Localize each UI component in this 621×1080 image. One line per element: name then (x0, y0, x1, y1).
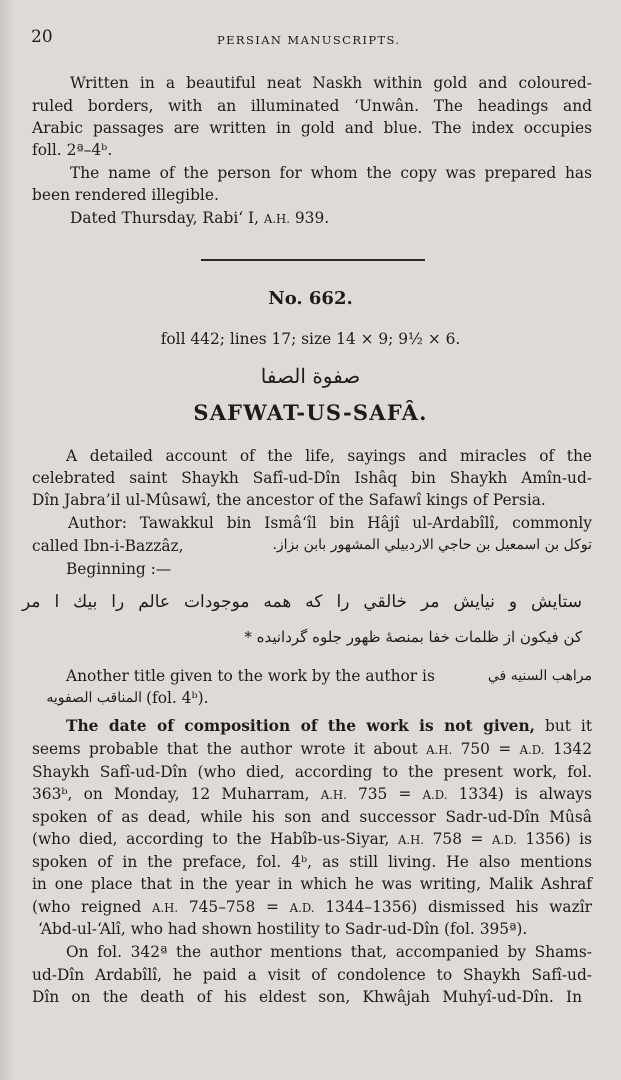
prev-entry-line: foll. 2ª–4ᵇ. (32, 141, 113, 159)
date-paragraph-line: seems probable that the author wrote it about A.H. 750 = A.D. 1342 (32, 740, 592, 758)
section-divider (201, 259, 425, 261)
date-paragraph-line: in one place that in the year in which he was writing, Malik Ashraf (32, 875, 592, 893)
title-note-arabic: مراهب السنيه في (487, 668, 592, 684)
description-line: A detailed account of the life, sayings and miracles of the (66, 447, 592, 465)
date-paragraph-line: Shaykh Safî-ud-Dîn (who died, according to the present work, fol. (32, 763, 592, 781)
running-head: PERSIAN MANUSCRIPTS. (217, 33, 401, 47)
page-number: 20 (31, 27, 53, 47)
date-paragraph-line: ‘Abd-ul-‘Alî, who had shown hostility to Sadr-ud-Dîn (fol. 395ª). (38, 920, 528, 938)
visit-paragraph-line: On fol. 342ª the author mentions that, accompanied by Shams- (66, 943, 592, 961)
arabic-title: صفوة الصفا (260, 364, 361, 388)
date-paragraph-line: 363ᵇ, on Monday, 12 Muharram, A.H. 735 = A.D. 1334) is always (32, 785, 593, 803)
date-paragraph-line: The date of composition of the work is not given, but it (66, 717, 592, 735)
title-note-ref: (fol. 4ᵇ). (146, 689, 209, 707)
date-paragraph-line: spoken of in the preface, fol. 4ᵇ, as still living. He also mentions (32, 853, 592, 871)
date-paragraph-line: (who reigned A.H. 745–758 = A.D. 1344–1356) dismissed his wazîr (32, 898, 592, 916)
beginning-label: Beginning :— (66, 560, 172, 578)
prev-entry-line: Arabic passages are written in gold and blue. The index occupies (32, 119, 592, 137)
prev-entry-line: Written in a beautiful neat Naskh within gold and coloured- (70, 74, 592, 92)
date-paragraph-line: (who died, according to the Habîb-us-Siyar, A.H. 758 = A.D. 1356) is (32, 830, 592, 848)
description-line: Dîn Jabra’il ul-Mûsawî, the ancestor of the Safawî kings of Persia. (32, 491, 546, 509)
prev-entry-line: The name of the person for whom the copy was prepared has (70, 164, 592, 182)
beginning-persian-line: كن فيكون از ظلمات خفا بمنصهٔ ظهور جلوه گردانيده * (244, 628, 582, 646)
title-note-arabic: المناقب الصفويه (46, 690, 142, 706)
prev-entry-date: Dated Thursday, Rabi‘ I, A.H. 939. (70, 209, 330, 227)
prev-entry-line: ruled borders, with an illuminated ‘Unwân. The headings and (32, 97, 592, 115)
visit-paragraph-line: ud-Dîn Ardabîlî, he paid a visit of condolence to Shaykh Safî-ud- (32, 966, 592, 984)
entry-number: No. 662. (268, 288, 353, 309)
description-line: celebrated saint Shaykh Safî-ud-Dîn Ishâq bin Shaykh Amîn-ud- (32, 469, 592, 487)
page-edge-shadow (0, 0, 14, 1080)
entry-collation: foll 442; lines 17; size 14 × 9; 9½ × 6. (160, 330, 461, 348)
author-line-latin: called Ibn-i-Bazzâz, (32, 537, 184, 555)
prev-entry-line: been rendered illegible. (32, 186, 219, 204)
date-paragraph-line: spoken of as dead, while his son and successor Sadr-ud-Dîn Mûsâ (32, 808, 592, 826)
title-note-latin: Another title given to the work by the author is (66, 667, 435, 685)
author-name-arabic: توكل بن اسمعيل بن حاجي الاردبيلي المشهور بابن بزاز. (272, 537, 592, 553)
visit-paragraph-line: Dîn on the death of his eldest son, Khwâjah Muhyî-ud-Dîn. In (32, 988, 582, 1006)
entry-title: SAFWAT-US-SAFÂ. (193, 400, 428, 425)
beginning-persian-line: ستايش و نيايش مر خالقي را كه همه موجودات عالم را بيك ا مر (22, 592, 582, 612)
author-line: Author: Tawakkul bin Ismâ‘îl bin Hâjî ul-Ardabîlî, commonly (68, 514, 592, 532)
